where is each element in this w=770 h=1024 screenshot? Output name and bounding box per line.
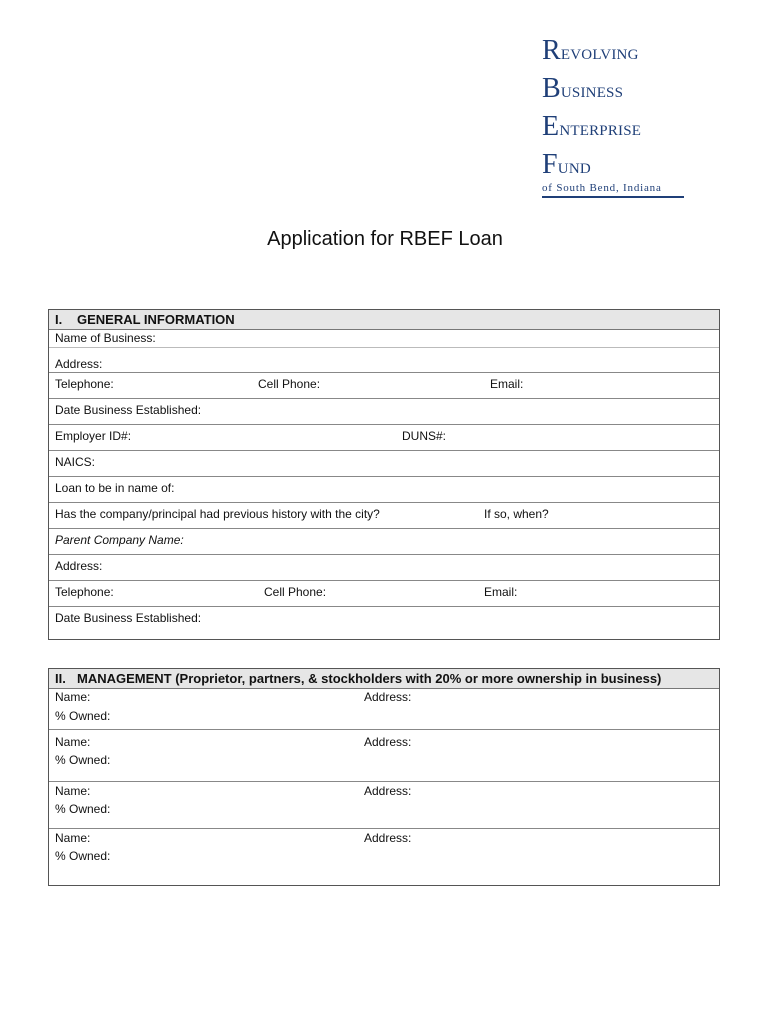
- field-label: Telephone:: [55, 585, 114, 599]
- section-header: [49, 310, 719, 330]
- section-number: I.: [55, 312, 63, 327]
- section-number: II.: [55, 671, 66, 686]
- form-row-name-of-business[interactable]: [49, 330, 719, 348]
- management-entry[interactable]: [49, 689, 719, 730]
- field-label: Address:: [55, 559, 103, 573]
- field-label: Name of Business:: [55, 331, 156, 345]
- form-row-parent-date-established[interactable]: [49, 607, 719, 634]
- form-row-parent-company[interactable]: [49, 529, 719, 555]
- field-label: % Owned:: [55, 802, 111, 816]
- section-title: GENERAL INFORMATION: [77, 312, 235, 327]
- field-label: Date Business Established:: [55, 611, 202, 625]
- form-row-ids[interactable]: [49, 425, 719, 451]
- field-label: NAICS:: [55, 455, 96, 469]
- field-label: Email:: [484, 585, 518, 599]
- field-label: Loan to be in name of:: [55, 481, 175, 495]
- field-label: DUNS#:: [402, 429, 447, 443]
- field-label: Name:: [55, 690, 91, 704]
- field-label: % Owned:: [55, 709, 111, 723]
- field-label: Name:: [55, 784, 91, 798]
- field-label: Address:: [364, 831, 412, 845]
- management-section: [48, 668, 720, 886]
- logo-line-fund: Fund: [542, 149, 591, 180]
- field-label: Cell Phone:: [264, 585, 327, 599]
- field-label: Parent Company Name:: [55, 533, 184, 547]
- field-label: Employer ID#:: [55, 429, 132, 443]
- form-row-address[interactable]: [49, 348, 719, 373]
- field-label: Telephone:: [55, 377, 114, 391]
- form-row-contact[interactable]: [49, 373, 719, 399]
- form-row-loan-name[interactable]: [49, 477, 719, 503]
- field-label: % Owned:: [55, 849, 111, 863]
- form-row-date-established[interactable]: [49, 399, 719, 425]
- field-label: Address:: [55, 357, 103, 371]
- field-label: Name:: [55, 735, 91, 749]
- field-label: If so, when?: [484, 507, 549, 521]
- field-label: Date Business Established:: [55, 403, 202, 417]
- field-label: Name:: [55, 831, 91, 845]
- form-row-history[interactable]: [49, 503, 719, 529]
- rbef-logo: [542, 32, 684, 198]
- form-row-parent-address[interactable]: [49, 555, 719, 581]
- general-information-section: [48, 309, 720, 640]
- logo-subtitle: of South Bend, Indiana: [542, 182, 662, 194]
- section-title: MANAGEMENT (Proprietor, partners, & stockholders with 20% or more ownership in business): [77, 671, 662, 686]
- field-label: Cell Phone:: [258, 377, 321, 391]
- form-row-parent-contact[interactable]: [49, 581, 719, 607]
- management-entry[interactable]: [49, 782, 719, 829]
- logo-line-enterprise: Enterprise: [542, 111, 642, 142]
- document-title: Application for RBEF Loan: [267, 228, 503, 250]
- field-label: Address:: [364, 735, 412, 749]
- management-entry[interactable]: [49, 829, 719, 886]
- field-label: Email:: [490, 377, 524, 391]
- field-label: Address:: [364, 784, 412, 798]
- form-row-naics[interactable]: [49, 451, 719, 477]
- field-label: % Owned:: [55, 753, 111, 767]
- logo-line-revolving: Revolving: [542, 35, 639, 66]
- logo-line-business: Business: [542, 73, 624, 104]
- field-label: Address:: [364, 690, 412, 704]
- section-header: [49, 669, 719, 689]
- management-entry[interactable]: [49, 730, 719, 782]
- field-label: Has the company/principal had previous history with the city?: [55, 507, 380, 521]
